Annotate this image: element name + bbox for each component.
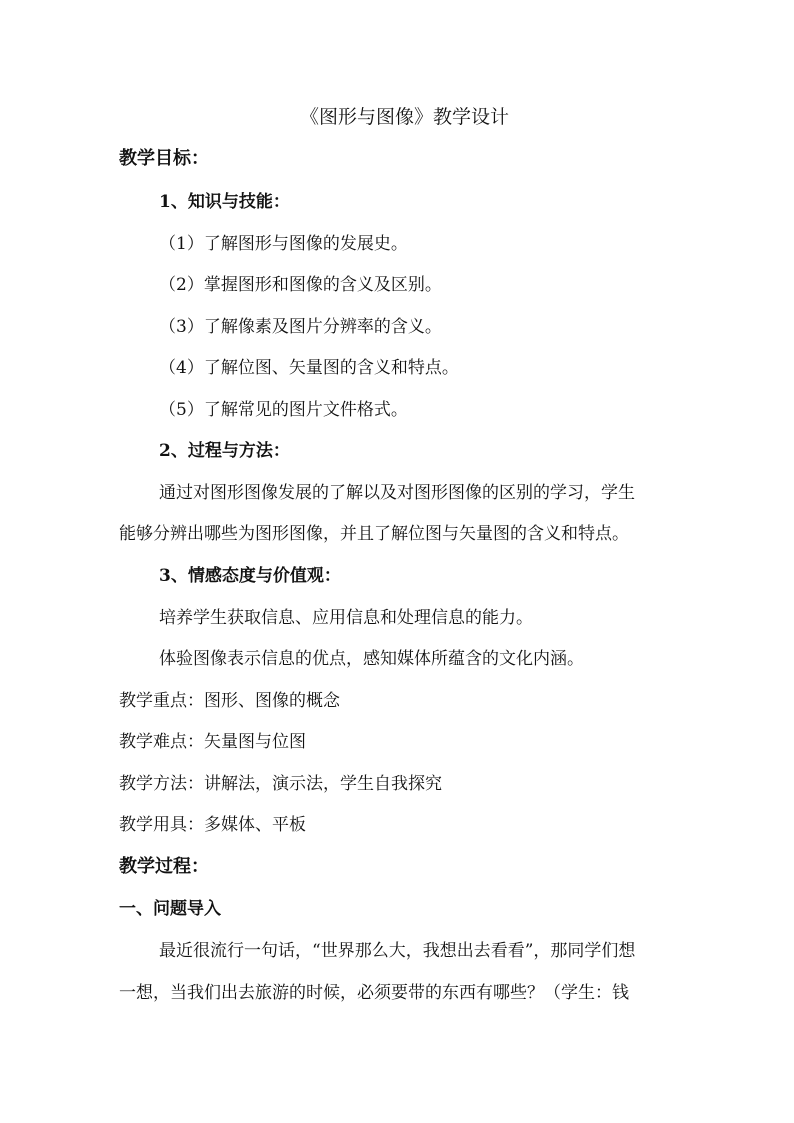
knowledge-item: （2）掌握图形和图像的含义及区别。 — [159, 275, 442, 295]
key-point-line: 教学重点：图形、图像的概念 — [119, 691, 340, 711]
knowledge-item: （4）了解位图、矢量图的含义和特点。 — [159, 358, 459, 378]
attitude-values-heading: 3、情感态度与价值观： — [159, 566, 341, 586]
knowledge-item: （3）了解像素及图片分辨率的含义。 — [159, 317, 442, 337]
teaching-method-line: 教学方法：讲解法，演示法，学生自我探究 — [119, 774, 442, 794]
section-heading: 一、问题导入 — [119, 899, 221, 919]
attitude-paragraph: 培养学生获取信息、应用信息和处理信息的能力。 — [159, 608, 533, 628]
document-title: 《图形与图像》教学设计 — [300, 106, 510, 128]
process-method-heading: 2、过程与方法： — [159, 441, 290, 461]
intro-paragraph-line: 最近很流行一句话，“世界那么大，我想出去看看”，那同学们想 — [159, 941, 636, 961]
objectives-heading: 教学目标： — [119, 148, 209, 169]
teaching-tools-line: 教学用具：多媒体、平板 — [119, 815, 306, 835]
knowledge-item: （5）了解常见的图片文件格式。 — [159, 400, 408, 420]
process-paragraph-line: 能够分辨出哪些为图形图像，并且了解位图与矢量图的含义和特点。 — [119, 524, 629, 544]
intro-paragraph-line: 一想，当我们出去旅游的时候，必须要带的东西有哪些？（学生：钱 — [119, 983, 629, 1003]
knowledge-item: （1）了解图形与图像的发展史。 — [159, 234, 408, 254]
procedure-heading: 教学过程： — [119, 856, 209, 877]
process-paragraph-line: 通过对图形图像发展的了解以及对图形图像的区别的学习，学生 — [159, 483, 635, 503]
difficulty-line: 教学难点：矢量图与位图 — [119, 732, 306, 752]
attitude-paragraph: 体验图像表示信息的优点，感知媒体所蕴含的文化内涵。 — [159, 649, 584, 669]
knowledge-skills-heading: 1、知识与技能： — [159, 192, 290, 212]
